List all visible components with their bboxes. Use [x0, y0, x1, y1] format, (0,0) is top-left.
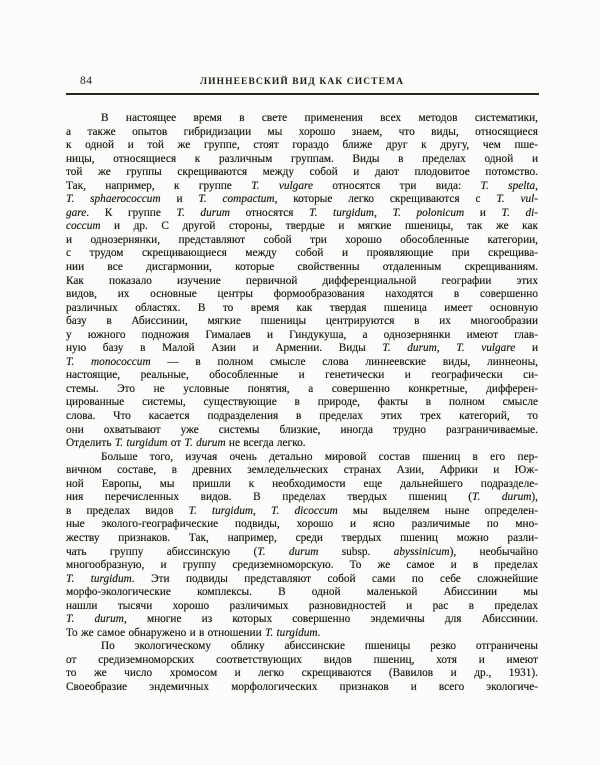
text-line: coccum и др. С другой стороны, твердые и мягкие пшеницы, так же как [66, 220, 538, 233]
page-header [66, 75, 538, 90]
text-line: ницы, относящиеся к различным группам. Виды в пределах одной и [66, 152, 538, 165]
text-line: Отделить T. turgidum от T. durum не всегда легко. [66, 437, 306, 450]
text-line: и однозернянки, представляют собой три хорошо обособленные категории, [66, 233, 538, 246]
text-line: слова. Что касается подразделения в пределах этих трех категорий, то [66, 410, 538, 423]
text-line: То же самое обнаружено и в отношении T. turgidum. [66, 626, 321, 639]
text-line: стемы. Это не условные понятия, а совершенно конкретные, дифферен- [66, 382, 538, 395]
text-line: В настоящее время в свете применения всех методов систематики, [101, 112, 538, 124]
text-line: то же число хромосом и легко скрещиваются (Вавилов и др., 1931). [66, 667, 538, 680]
text-line: морфо-экологические комплексы. В одной маленькой Абиссинии мы [66, 586, 538, 599]
text-line: Своеобразие эндемичных морфологических признаков и всего экологиче- [66, 680, 538, 693]
header-rule [66, 93, 539, 95]
paragraph [66, 640, 538, 694]
text-line: а также опытов гибридизации мы хорошо знаем, что виды, относящиеся [66, 125, 538, 138]
text-line: T. monococcum — в полном смысле слова линнеевские виды, линнеоны, [66, 355, 538, 368]
text-line: Так, например, к группе T. vulgare относятся три вида: T. spelta, [66, 179, 538, 192]
text-line: базу в Абиссинии, мягкие пшеницы центрируются в их многообразии [66, 315, 538, 328]
text-line: ные эколого-географические подвиды, хорошо и ясно различимые по мно- [66, 518, 538, 531]
paragraph [66, 451, 538, 641]
text-line: ния перечисленных видов. В пределах твердых пшениц (T. durum), [66, 491, 538, 504]
running-title: ЛИННЕЕВСКИЙ ВИД КАК СИСТЕМА [199, 77, 405, 87]
text-line: различных областях. В то время как твердая пшеница имеет основную [66, 301, 538, 314]
text-line: ную базу в Малой Азии и Армении. Виды T. durum, T. vulgare и [66, 342, 538, 355]
text-line: T. turgidum. Эти подвиды представляют собой сами по себе сложнейшие [66, 572, 538, 585]
text-line: T. sphaerococcum и T. compactum, которые легко скрещиваются с T. vul- [66, 193, 538, 206]
text-line: от средиземноморских соответствующих видов пшениц, хотя и имеют [66, 653, 538, 666]
text-line: у южного подножия Гималаев и Гиндукуша, а однозернянки имеют глав- [66, 328, 538, 341]
text-line: видов, их основные центры формообразования находятся в совершенно [66, 288, 538, 301]
text-line: По экологическому облику абиссинские пшеницы резко отграничены [101, 640, 538, 653]
text-line: цированные системы, существующие в природе, факты в полном смысле [66, 396, 538, 409]
text-line: ной Европы, мы пришли к необходимости еще дальнейшего подразделе- [66, 477, 538, 490]
text-line: чать группу абиссинскую (T. durum subsp. abyssinicum), необычайно [66, 545, 538, 558]
text-line: многообразную, и группу средиземноморскую. То же самое и в пределах [66, 559, 538, 572]
text-line: жеству признаков. Так, например, среди твердых пшениц можно разли- [66, 531, 538, 544]
text-line: они охватывают уже системы близкие, иногда трудно разграничиваемые. [66, 423, 538, 436]
text-line: нашли тысячи хорошо различимых разновидностей и рас в пределах [66, 599, 538, 612]
text-line: Как показало изучение первичной дифференциальной географии этих [66, 274, 538, 287]
text-line: с трудом скрещивающиеся между собой и проявляющие при скрещива- [66, 247, 538, 260]
text-line: T. durum, многие из которых совершенно эндемичны для Абиссинии. [66, 613, 538, 626]
text-line: той же группы скрещиваются между собой и дают плодовитое потомство. [66, 166, 538, 179]
text-line: настоящие, реальные, обособленные и генетически и географически си- [66, 369, 538, 382]
text-line: к одной и той же группе, стоят гораздо ближе друг к другу, чем пше- [66, 139, 538, 152]
text-line: gare. К группе T. durum относятся T. turgidum, T. polonicum и T. di- [66, 206, 538, 219]
text-line: вичном составе, в древних земледельческих странах Азии, Африки и Юж- [66, 464, 538, 477]
text-block [66, 112, 538, 695]
text-line: в пределах видов T. turgidum, T. dicoccum мы выделяем ныне определен- [66, 504, 538, 517]
text-line: нии все дисгармонии, которые свойственны отдаленным скрещиваниям. [66, 261, 538, 274]
paragraph [66, 112, 538, 451]
page-number: 84 [80, 75, 93, 87]
text-line: Больше того, изучая очень детально мировой состав пшениц в его пер- [101, 450, 538, 463]
